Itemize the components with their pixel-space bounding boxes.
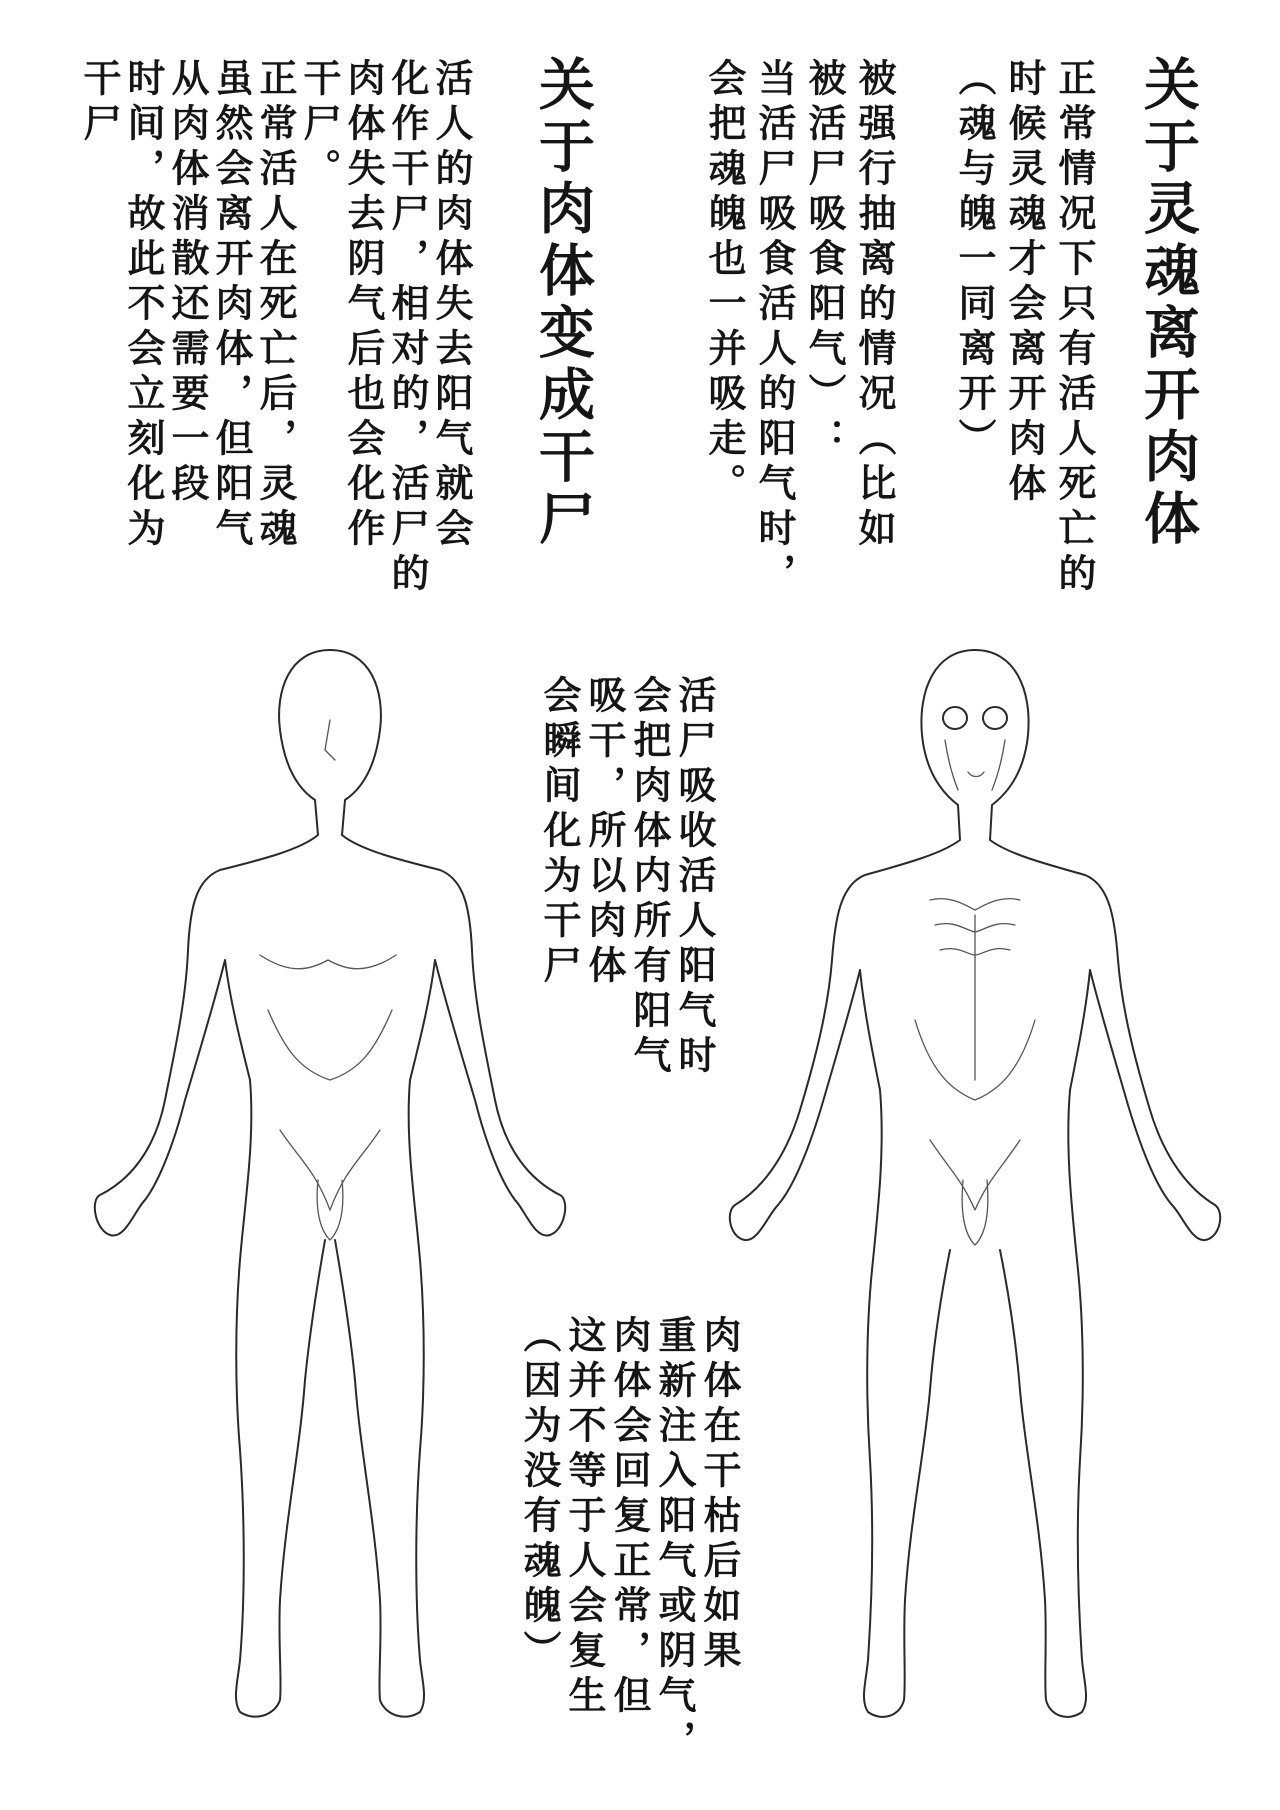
middle-note-column: 会把肉体内所有阳气 [627, 675, 672, 1080]
bottom-note-column: 肉体会回复正常，但 [607, 1315, 652, 1720]
body-text-column: 化作干尸，相对的，活尸的 [385, 58, 430, 598]
body-text-column: 虽然会离开肉体，但阳气 [209, 58, 254, 553]
soul-text-column: （魂与魄一同离开） [952, 58, 997, 463]
living-human-figure [95, 650, 565, 1717]
soul-text-column: 被强行抽离的情况（比如 [852, 58, 897, 553]
bottom-note-column: 肉体在干枯后如果 [697, 1315, 742, 1675]
body-text-column: 干尸。 [297, 58, 342, 193]
body-text-column: 时间，故此不会立刻化为 [121, 58, 166, 553]
soul-text-column: 当活尸吸食活人的阳气时， [752, 58, 797, 598]
middle-note-column: 活尸吸收活人阳气时 [672, 675, 717, 1080]
soul-text-column: 时候灵魂才会离开肉体 [1002, 58, 1047, 508]
body-text-column: 正常活人在死亡后，灵魂 [253, 58, 298, 553]
soul-text-column: 会把魂魄也一并吸走。 [702, 58, 747, 508]
body-text-column: 从肉体消散还需要一段 [165, 58, 210, 508]
body-text-column: 活人的肉体失去阳气就会 [429, 58, 474, 553]
bottom-note-column: （因为没有魂魄） [517, 1315, 562, 1675]
bottom-note-column: 重新注入阳气或阴气， [652, 1315, 697, 1765]
middle-note-column: 会瞬间化为干尸 [537, 675, 582, 990]
middle-note-column: 吸干，所以肉体 [582, 675, 627, 990]
dried-corpse-figure [730, 650, 1220, 1717]
soul-text-column: 被活尸吸食阳气）： [802, 58, 847, 463]
body-section-heading: 关于肉体变成干尸 [530, 55, 596, 551]
soul-text-column: 正常情况下只有活人死亡的 [1052, 58, 1097, 598]
soul-section-heading: 关于灵魂离开肉体 [1135, 55, 1201, 551]
bottom-note-column: 这并不等于人会复生 [562, 1315, 607, 1720]
body-text-column: 干尸 [77, 58, 122, 148]
body-text-column: 肉体失去阴气后也会化作 [341, 58, 386, 553]
